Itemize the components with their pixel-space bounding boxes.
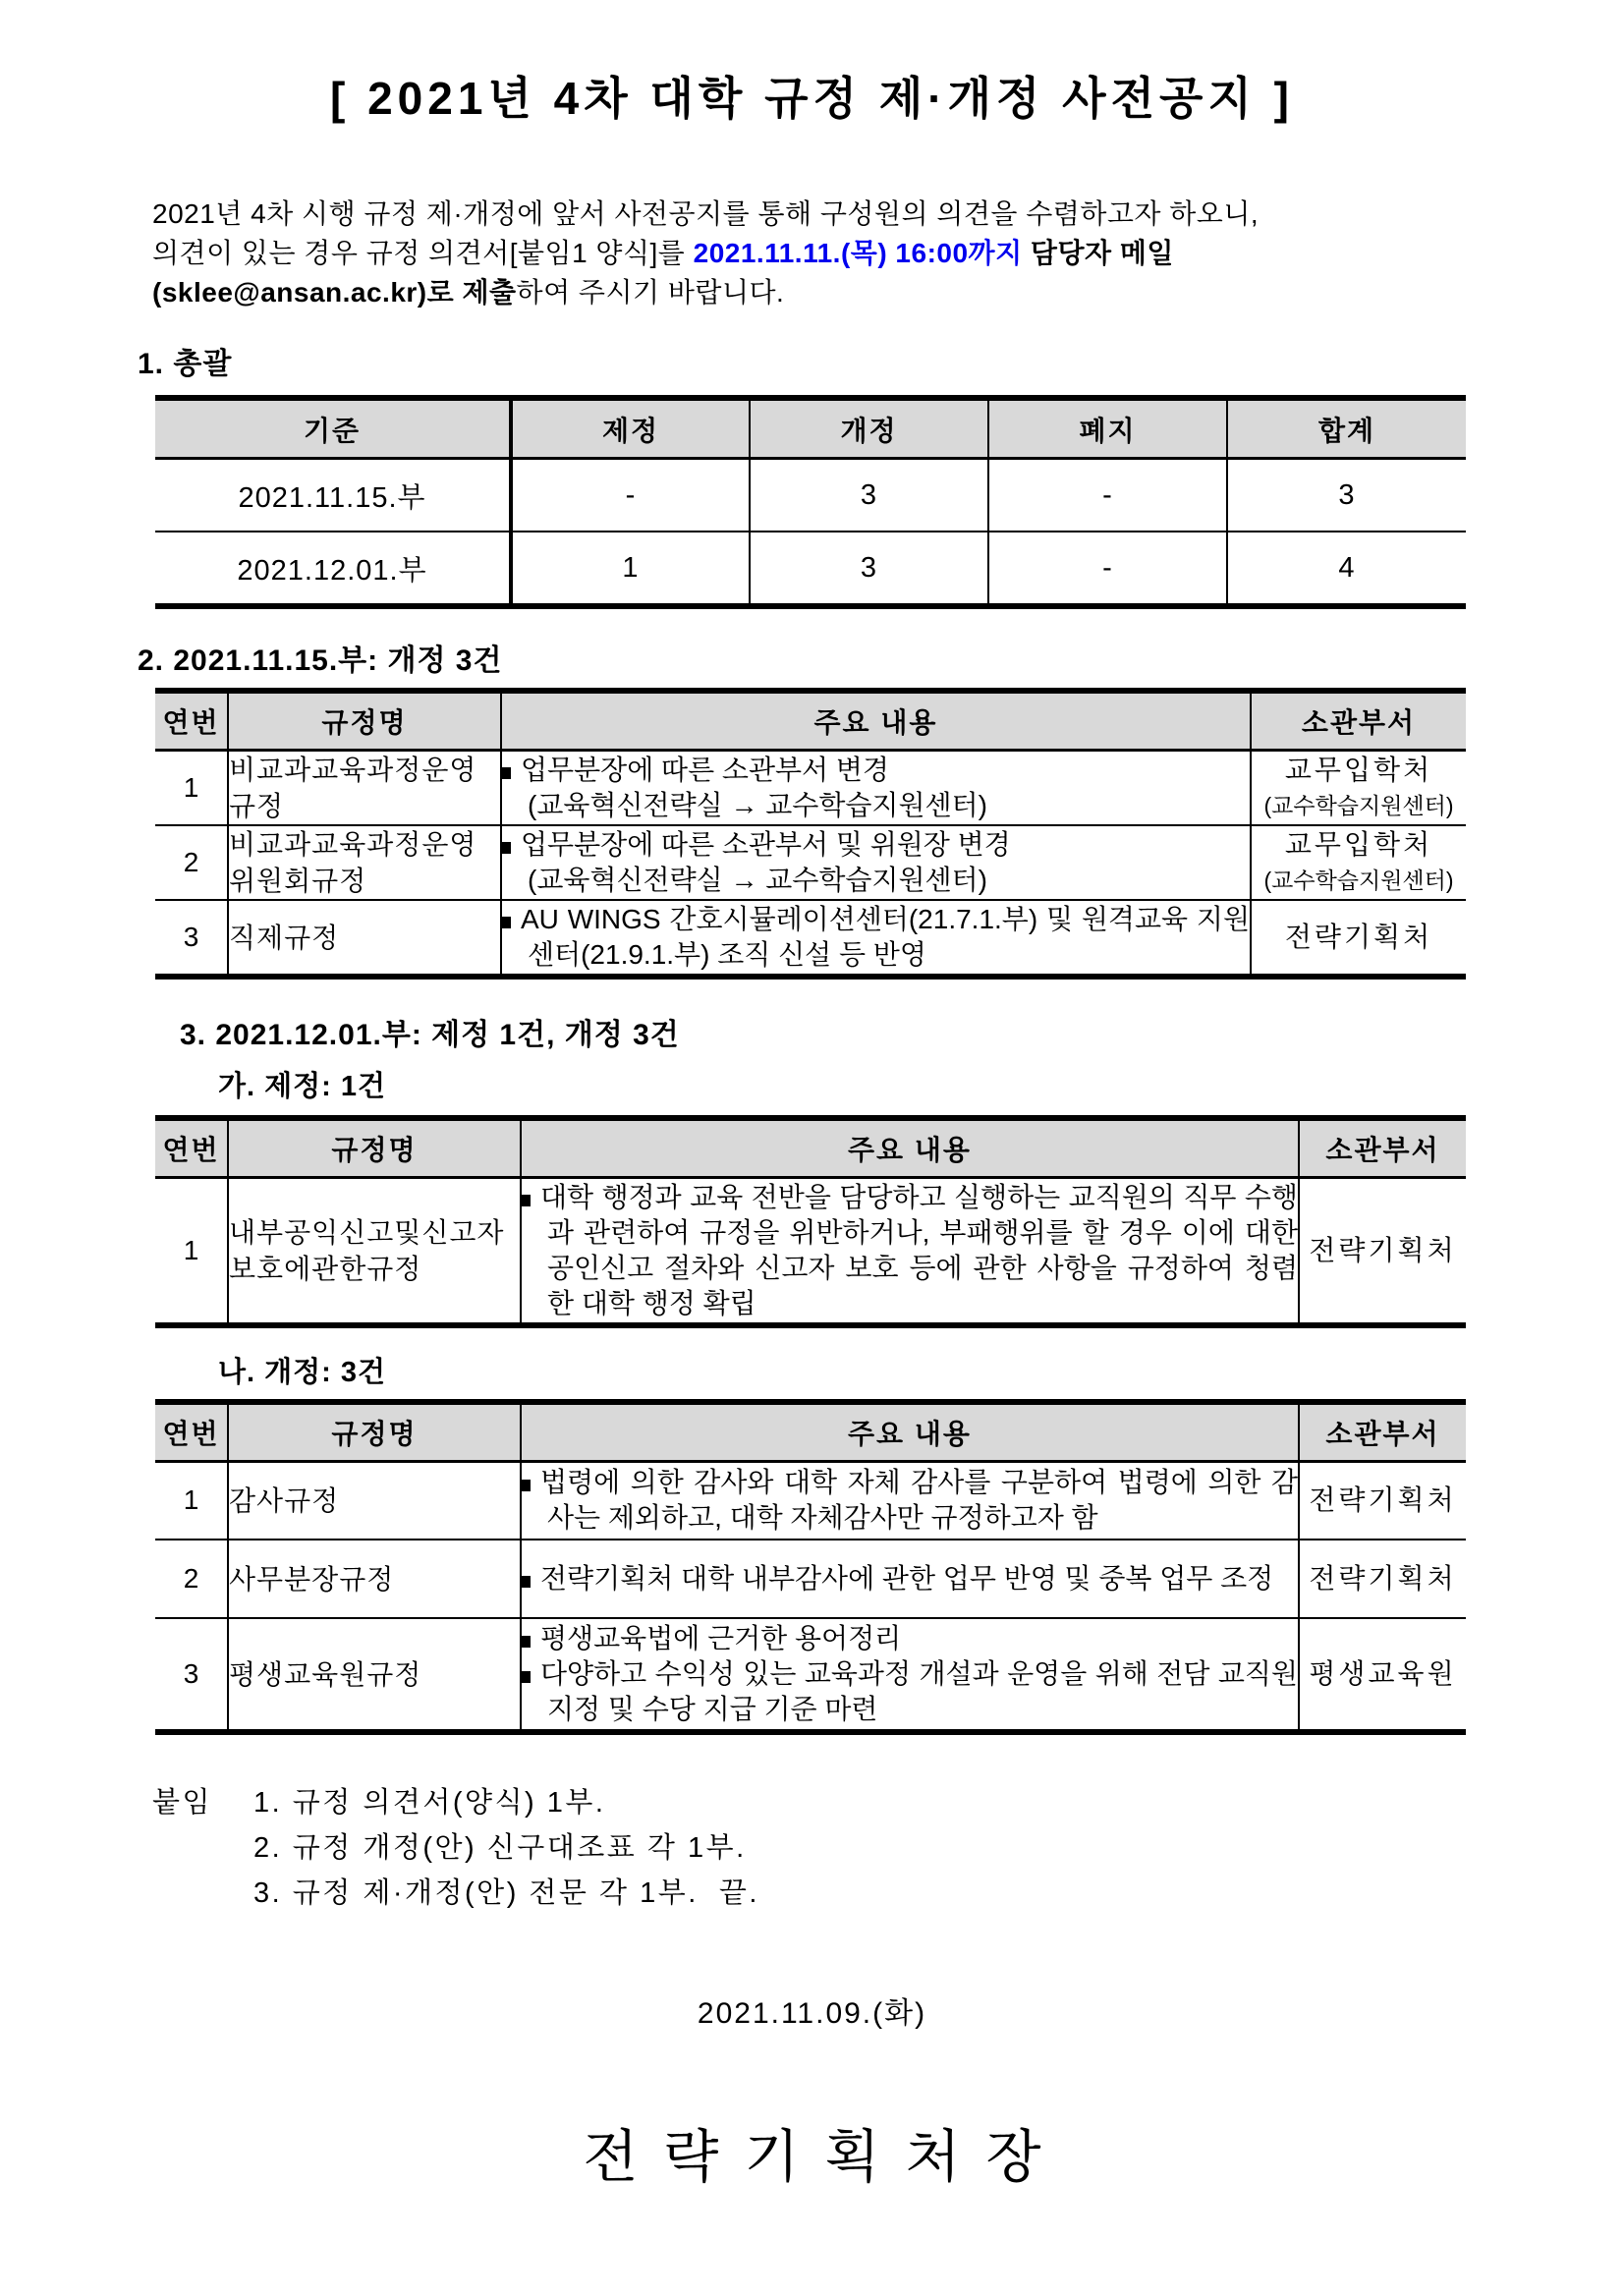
cell-amended: 3 xyxy=(750,459,988,532)
attachments-block xyxy=(152,1780,1624,1916)
content-bullet-line: 다양하고 수익성 있는 교육과정 개설과 운영을 위해 전담 교직원 지정 및 수당 지급 기준 마련 xyxy=(522,1656,1298,1727)
cell-department: 교무입학처 (교수학습지원센터) xyxy=(1251,825,1466,900)
col-header-department: 소관부서 xyxy=(1299,1118,1466,1178)
contact-email: (sklee@ansan.ac.kr)로 제출 xyxy=(152,277,517,308)
col-header-total: 합계 xyxy=(1227,398,1466,459)
cell-seq: 3 xyxy=(155,900,228,977)
table-row xyxy=(155,1618,1466,1732)
cell-abolished: - xyxy=(988,532,1227,606)
intro-line3-post: 하여 주시기 바랍니다. xyxy=(516,277,785,308)
cell-main-content xyxy=(501,751,1251,826)
header-row xyxy=(155,691,1466,751)
col-header-regulation-name: 규정명 xyxy=(228,1402,521,1462)
col-header-regulation-name: 규정명 xyxy=(228,691,501,751)
cell-seq: 2 xyxy=(155,1540,228,1618)
bullet-icon xyxy=(522,1195,531,1206)
table-row xyxy=(155,1461,1466,1540)
amend-20211115-table xyxy=(155,688,1466,980)
table-row xyxy=(155,751,1466,826)
cell-regulation-name xyxy=(228,900,501,977)
intro-line2-pre: 의견이 있는 경우 규정 의견서[붙임1 양식]를 xyxy=(152,238,694,268)
deadline-text: 2021.11.11.(목) 16:00까지 xyxy=(693,238,1023,268)
cell-department: 전략기획처 xyxy=(1299,1540,1466,1618)
page-title: [ 2021년 4차 대학 규정 제·개정 사전공지 ] xyxy=(329,73,1294,124)
cell-regulation-name xyxy=(228,1618,521,1732)
col-header-seq: 연번 xyxy=(155,1118,228,1178)
col-header-enacted: 제정 xyxy=(511,398,750,459)
section3a-heading: 가. 제정: 1건 xyxy=(218,1071,387,1102)
intro-line1: 2021년 4차 시행 규정 제·개정에 앞서 사전공지를 통해 구성원의 의견을 수렴하고자 하오니, xyxy=(152,198,1260,229)
bullet-icon xyxy=(502,917,511,928)
table-row xyxy=(155,1178,1466,1325)
cell-regulation-name xyxy=(228,825,501,900)
cell-main-content xyxy=(521,1178,1299,1325)
bullet-icon xyxy=(502,767,511,779)
cell-department: 전략기획처 xyxy=(1309,1234,1457,1265)
col-header-abolished: 폐지 xyxy=(988,398,1227,459)
regulation-name-line: 비교과교육과정운영 xyxy=(229,829,477,860)
content-continuation-line: (교육혁신전략실 → 교수학습지원센터) xyxy=(528,790,987,820)
intro-paragraph xyxy=(152,195,1471,312)
cell-total: 4 xyxy=(1338,551,1356,584)
col-header-seq: 연번 xyxy=(155,691,228,751)
enact-20211201-table xyxy=(155,1115,1466,1328)
cell-basis-date: 2021.11.15.부 xyxy=(155,459,511,532)
contact-label: 담당자 메일 xyxy=(1022,238,1174,268)
content-bullet-line: AU WINGS 간호시뮬레이션센터(21.7.1.부) 및 원격교육 지원센터(21.9.1.부) 조직 신설 등 반영 xyxy=(502,902,1250,973)
content-bullet-line: 전략기획처 대학 내부감사에 관한 업무 반영 및 중복 업무 조정 xyxy=(522,1561,1298,1596)
col-header-main-content: 주요 내용 xyxy=(521,1402,1299,1462)
cell-seq: 1 xyxy=(155,751,228,826)
cell-regulation-name xyxy=(228,1540,521,1618)
col-header-seq: 연번 xyxy=(155,1402,228,1462)
col-header-amended: 개정 xyxy=(750,398,988,459)
cell-main-content xyxy=(501,825,1251,900)
attachments-list xyxy=(253,1780,759,1916)
col-header-criteria: 기준 xyxy=(155,398,511,459)
col-header-department: 소관부서 xyxy=(1299,1402,1466,1462)
cell-enacted: 1 xyxy=(511,532,750,606)
regulation-name-line: 내부공익신고및신고자 xyxy=(229,1216,505,1248)
table-row xyxy=(155,825,1466,900)
cell-seq: 3 xyxy=(155,1618,228,1732)
regulation-name-line: 위원회규정 xyxy=(229,866,367,896)
attachment-item: 1. 규정 의견서(양식) 1부. xyxy=(253,1787,606,1819)
cell-department: 전략기획처 xyxy=(1299,1461,1466,1540)
header-row xyxy=(155,1118,1466,1178)
cell-amended: 3 xyxy=(750,532,988,606)
cell-department: 전략기획처 xyxy=(1284,922,1433,952)
cell-main-content xyxy=(501,900,1251,977)
cell-regulation-name xyxy=(228,1461,521,1540)
regulation-name-line: 사무분장규정 xyxy=(229,1563,395,1595)
signature-title: 전략기획처장 xyxy=(583,2125,1067,2189)
amend-20211115-table-wrap xyxy=(155,688,1624,980)
header-row xyxy=(155,398,1466,459)
section1-heading: 1. 총괄 xyxy=(138,348,233,380)
section2-heading: 2. 2021.11.15.부: 개정 3건 xyxy=(138,644,503,677)
table-row xyxy=(155,1540,1466,1618)
attachment-item: 2. 규정 개정(안) 신구대조표 각 1부. xyxy=(253,1832,747,1864)
header-row xyxy=(155,1402,1466,1462)
cell-seq: 1 xyxy=(155,1461,228,1540)
bullet-icon xyxy=(502,842,511,854)
section3b-heading: 나. 개정: 3건 xyxy=(218,1356,387,1388)
cell-main-content xyxy=(521,1461,1299,1540)
regulation-name-line: 평생교육원규정 xyxy=(229,1658,422,1690)
cell-basis-date: 2021.12.01.부 xyxy=(155,532,511,606)
bullet-icon xyxy=(522,1636,531,1648)
amend-20211201-table xyxy=(155,1399,1466,1736)
regulation-name-line: 직제규정 xyxy=(229,922,340,953)
bullet-icon xyxy=(522,1671,531,1683)
table-row xyxy=(155,900,1466,977)
cell-seq: 2 xyxy=(155,825,228,900)
cell-department: 교무입학처 (교수학습지원센터) xyxy=(1251,751,1466,826)
cell-main-content xyxy=(521,1618,1299,1732)
content-bullet-line: 평생교육법에 근거한 용어정리 xyxy=(522,1621,1298,1656)
bullet-icon xyxy=(522,1480,531,1491)
table-row xyxy=(155,459,1466,532)
cell-main-content xyxy=(521,1540,1299,1618)
content-bullet-line: 대학 행정과 교육 전반을 담당하고 실행하는 교직원의 직무 수행과 관련하여 규정을 위반하거나, 부패행위를 할 경우 이에 대한 공인신고 절차와 신고자 보호 등에 관한 사항을 규정하여 청렴한 대학 행정 확립 xyxy=(522,1180,1298,1321)
col-header-main-content: 주요 내용 xyxy=(501,691,1251,751)
cell-regulation-name xyxy=(228,751,501,826)
overview-table xyxy=(155,395,1466,609)
cell-total: 3 xyxy=(1227,459,1466,532)
document-date: 2021.11.09.(화) xyxy=(697,1997,927,2030)
col-header-regulation-name: 규정명 xyxy=(228,1118,521,1178)
cell-abolished: - xyxy=(988,459,1227,532)
cell-seq: 1 xyxy=(155,1178,228,1325)
enact-20211201-table-wrap xyxy=(155,1115,1624,1328)
attachment-item: 3. 규정 제·개정(안) 전문 각 1부. 끝. xyxy=(253,1877,759,1909)
section3-heading: 3. 2021.12.01.부: 제정 1건, 개정 3건 xyxy=(180,1019,680,1051)
bullet-icon xyxy=(522,1576,531,1588)
regulation-name-line: 감사규정 xyxy=(229,1484,340,1516)
amend-20211201-table-wrap xyxy=(155,1399,1624,1736)
attachments-label: 붙임 xyxy=(152,1787,213,1819)
regulation-name-line: 보호에관한규정 xyxy=(229,1253,422,1284)
content-bullet-line: 업무분장에 따른 소관부서 변경 xyxy=(502,753,1250,788)
cell-department: 평생교육원 xyxy=(1309,1658,1457,1689)
regulation-name-line: 규정 xyxy=(229,791,285,821)
cell-enacted: - xyxy=(511,459,750,532)
content-continuation-line: (교육혁신전략실 → 교수학습지원센터) xyxy=(528,865,987,895)
overview-table-wrap xyxy=(155,395,1624,609)
regulation-name-line: 비교과교육과정운영 xyxy=(229,755,477,785)
cell-regulation-name xyxy=(228,1178,521,1325)
col-header-department: 소관부서 xyxy=(1251,691,1466,751)
col-header-main-content: 주요 내용 xyxy=(521,1118,1299,1178)
table-row xyxy=(155,532,1466,606)
content-bullet-line: 업무분장에 따른 소관부서 및 위원장 변경 xyxy=(502,827,1250,863)
content-bullet-line: 법령에 의한 감사와 대학 자체 감사를 구분하여 법령에 의한 감사는 제외하고, 대학 자체감사만 규정하고자 함 xyxy=(522,1465,1298,1536)
